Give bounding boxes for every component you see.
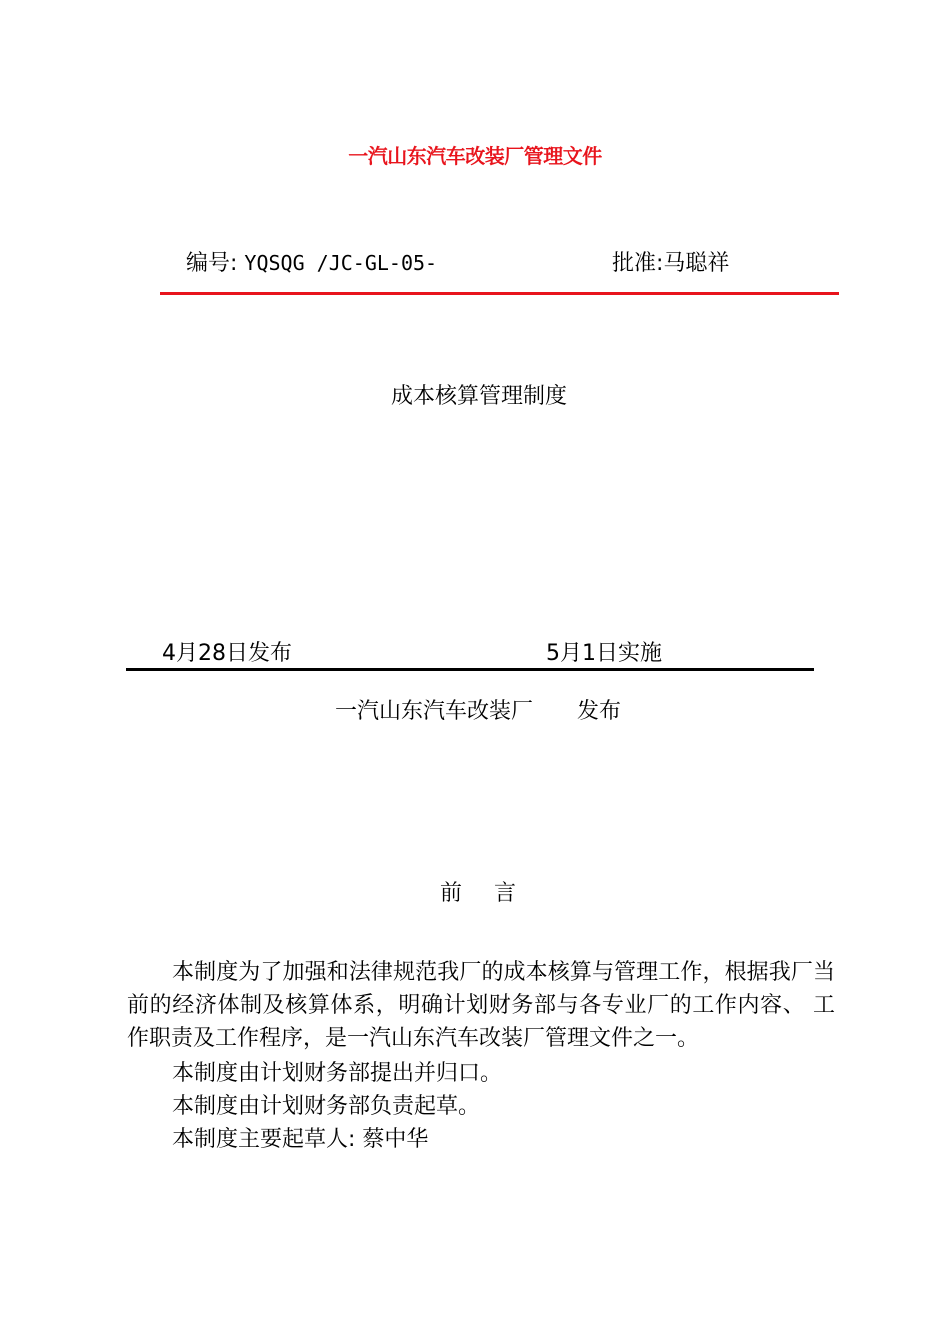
approval-label: 批准: (612, 251, 664, 276)
header-divider-red (160, 292, 839, 295)
publisher-action: 发布 (577, 699, 622, 724)
approval (612, 246, 729, 277)
issue-date: 4月28日发布 (162, 641, 292, 666)
publisher-name: 一汽山东汽车改装厂 (335, 699, 534, 724)
preface-heading-char-2: 言 (494, 881, 519, 906)
approver-name: 马聪祥 (663, 251, 730, 276)
preface-line-owner: 本制度由计划财务部提出并归口。 (172, 1061, 503, 1086)
preface-heading (0, 876, 950, 907)
publisher-line (335, 694, 621, 725)
preface-line-drafter-dept: 本制度由计划财务部负责起草。 (172, 1094, 481, 1119)
document-number-label: 编号: (186, 251, 238, 276)
preface-heading-char-1: 前 (439, 881, 464, 906)
document-number (186, 246, 437, 277)
document-type-header: 一汽山东汽车改装厂管理文件 (348, 144, 602, 168)
date-divider-black (126, 668, 814, 671)
document-title: 成本核算管理制度 (390, 384, 567, 409)
document-number-value: YQSQG /JC-GL-05- (244, 251, 438, 275)
preface-line-drafter-person: 本制度主要起草人: 蔡中华 (172, 1127, 429, 1152)
effective-date: 5月1日实施 (546, 641, 662, 666)
preface-paragraph: 本制度为了加强和法律规范我厂的成本核算与管理工作，根据我厂当前的经济体制及核算体系，明确计划财务部与各专业厂的工作内容、 工作职责及工作程序，是一汽山东汽车改装厂管理文件之一。 (127, 960, 835, 1051)
